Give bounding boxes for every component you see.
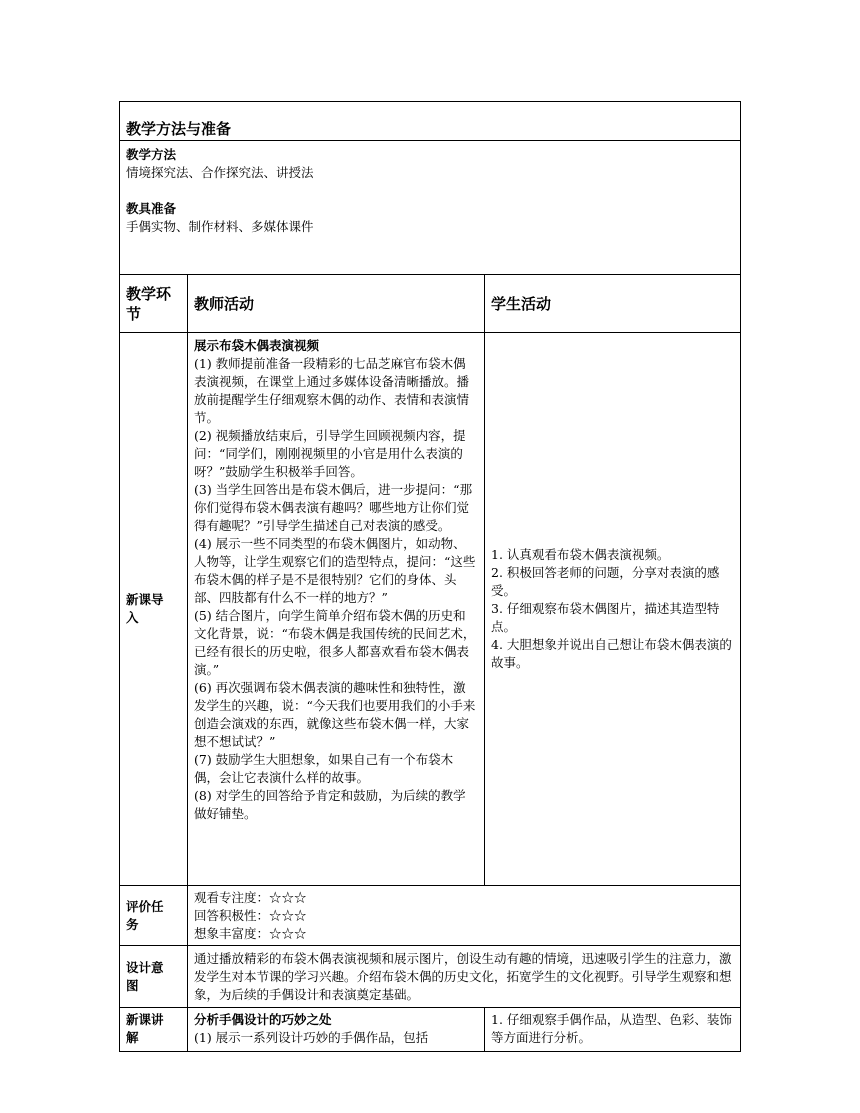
section-title-row xyxy=(119,101,741,141)
section-title: 教学方法与准备 xyxy=(126,120,232,138)
header-stage-line2: 节 xyxy=(126,304,142,323)
methods-materials-cell xyxy=(120,141,740,274)
new-lesson-stage-line1: 新课讲 xyxy=(126,1012,164,1027)
evaluation-row xyxy=(119,886,741,946)
evaluation-item: 回答积极性：☆☆☆ xyxy=(194,907,307,923)
new-lesson-student: 1. 仔细观察手偶作品，从造型、色彩、装饰等方面进行分析。 xyxy=(491,1012,732,1045)
intro-teacher-step: (6) 再次强调布袋木偶表演的趣味性和独特性，激发学生的兴趣，说：“今天我们也要用我们的小手来创造会演戏的东西，就像这些布袋木偶一样，大家想不想试试？” xyxy=(194,680,476,749)
design-label-line1: 设计意 xyxy=(126,959,164,975)
header-stage-line1: 教学环 xyxy=(126,284,172,303)
header-teacher: 教师活动 xyxy=(188,275,485,332)
new-lesson-teacher-step: (1) 展示一系列设计巧妙的手偶作品，包括 xyxy=(194,1030,429,1045)
intro-student-step: 2. 积极回答老师的问题，分享对表演的感受。 xyxy=(491,565,720,598)
intro-teacher-heading: 展示布袋木偶表演视频 xyxy=(194,338,320,353)
design-label xyxy=(120,946,188,1007)
materials-text: 手偶实物、制作材料、多媒体课件 xyxy=(126,219,314,234)
intro-row xyxy=(119,333,741,886)
intro-student-step: 4. 大胆想象并说出自己想让布袋木偶表演的故事。 xyxy=(491,637,732,670)
new-lesson-stage-line2: 解 xyxy=(126,1030,139,1045)
materials-heading: 教具准备 xyxy=(126,201,177,216)
intro-student-step: 1. 认真观看布袋木偶表演视频。 xyxy=(491,547,670,562)
intro-stage-line2: 入 xyxy=(126,610,139,625)
header-student: 学生活动 xyxy=(491,294,552,313)
table-header-row xyxy=(119,275,741,333)
evaluation-item: 观看专注度：☆☆☆ xyxy=(194,889,307,905)
methods-heading: 教学方法 xyxy=(126,147,177,162)
intro-teacher-step: (4) 展示一些不同类型的布袋木偶图片，如动物、人物等，让学生观察它们的造型特点，提问：“这些布袋木偶的样子是不是很特别？它们的身体、头部、四肢都有什么不一样的地方？” xyxy=(194,536,476,605)
new-lesson-stage xyxy=(120,1008,188,1051)
intro-teacher-step: (2) 视频播放结束后，引导学生回顾视频内容，提问：“同学们，刚刚视频里的小官是用什么表演的呀？”鼓励学生积极举手回答。 xyxy=(194,428,466,479)
methods-text: 情境探究法、合作探究法、讲授法 xyxy=(126,165,314,180)
new-lesson-teacher xyxy=(188,1008,485,1051)
design-row xyxy=(119,946,741,1008)
intro-teacher-step: (3) 当学生回答出是布袋木偶后，进一步提问：“那你们觉得布袋木偶表演有趣吗？哪些地方让你们觉得有趣呢？”引导学生描述自己对表演的感受。 xyxy=(194,482,473,533)
intro-stage xyxy=(120,333,188,885)
intro-stage-line1: 新课导 xyxy=(126,592,164,607)
evaluation-items xyxy=(188,886,740,945)
design-text: 通过播放精彩的布袋木偶表演视频和展示图片，创设生动有趣的情境，迅速吸引学生的注意力，激发学生对本节课的学习兴趣。介绍布袋木偶的历史文化，拓宽学生的文化视野。引导学生观察和想象，为后续的手偶设计和表演奠定基础。 xyxy=(194,950,732,1002)
intro-teacher-step: (1) 教师提前准备一段精彩的七品芝麻官布袋木偶表演视频，在课堂上通过多媒体设备清晰播放。播放前提醒学生仔细观察木偶的动作、表情和表演情节。 xyxy=(194,356,470,425)
evaluation-label xyxy=(120,886,188,945)
new-lesson-teacher-heading: 分析手偶设计的巧妙之处 xyxy=(194,1012,332,1027)
methods-materials-row xyxy=(119,141,741,275)
new-lesson-row xyxy=(119,1008,741,1052)
design-label-line2: 图 xyxy=(126,977,139,993)
lesson-plan-table xyxy=(119,101,741,1052)
intro-teacher xyxy=(188,333,485,885)
header-stage xyxy=(120,275,188,332)
intro-teacher-step: (8) 对学生的回答给予肯定和鼓励，为后续的教学做好铺垫。 xyxy=(194,788,466,821)
evaluation-label-line2: 务 xyxy=(126,916,139,932)
evaluation-label-line1: 评价任 xyxy=(126,898,164,914)
intro-teacher-step: (7) 鼓励学生大胆想象，如果自己有一个布袋木偶，会让它表演什么样的故事。 xyxy=(194,752,454,785)
intro-student-step: 3. 仔细观察布袋木偶图片，描述其造型特点。 xyxy=(491,601,720,634)
intro-teacher-step: (5) 结合图片，向学生简单介绍布袋木偶的历史和文化背景，说：“布袋木偶是我国传统的民间艺术，已经有很长的历史啦，很多人都喜欢看布袋木偶表演。” xyxy=(194,608,476,677)
intro-student xyxy=(485,333,740,885)
evaluation-item: 想象丰富度：☆☆☆ xyxy=(194,925,307,941)
